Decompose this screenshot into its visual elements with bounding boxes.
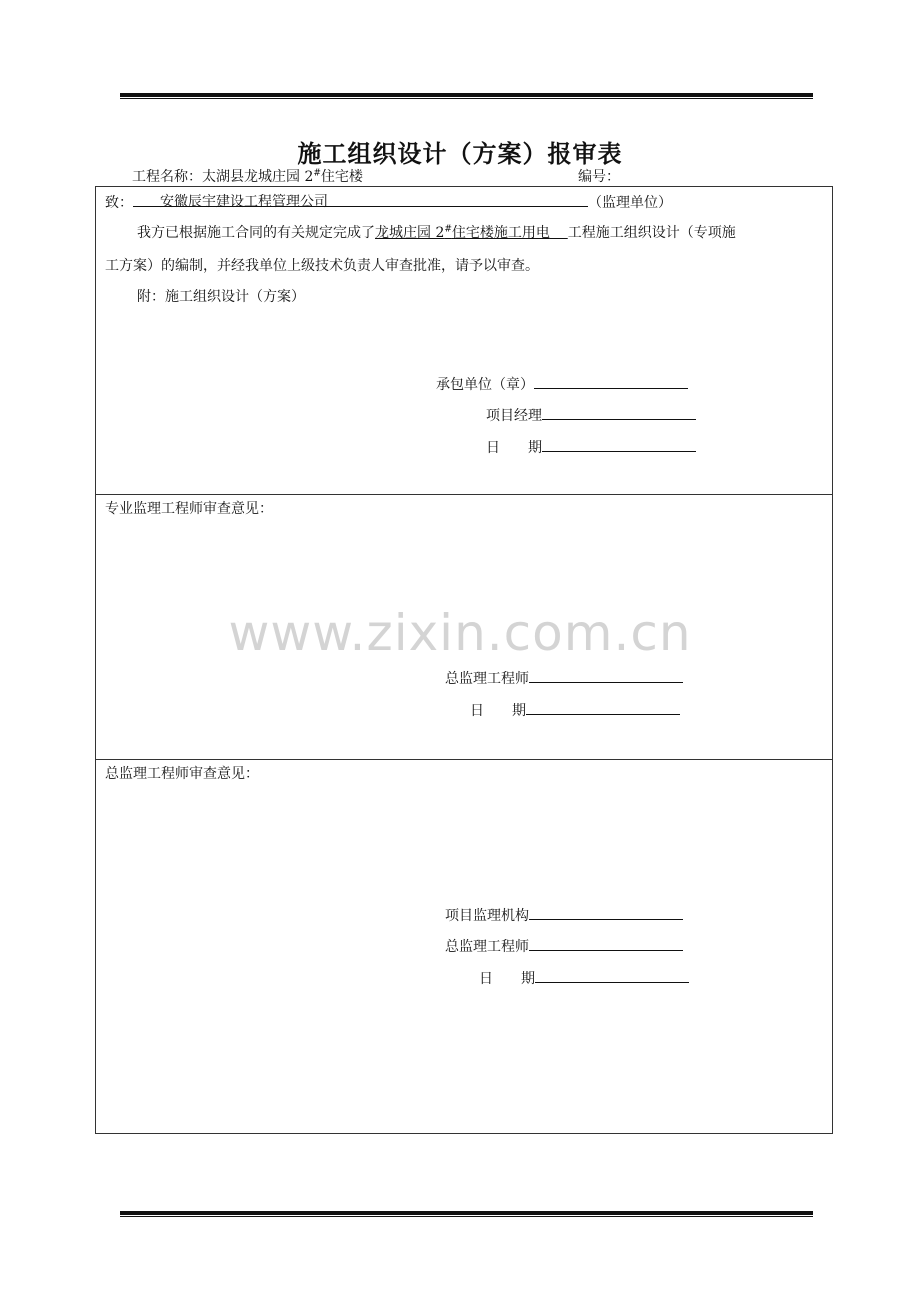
body-line-2: 工方案）的编制，并经我单位上级技术负责人审查批准，请予以审查。	[105, 258, 539, 274]
addressee-line	[105, 191, 672, 212]
chief-field-2[interactable]	[529, 935, 683, 951]
org-signature-row	[445, 904, 683, 925]
document-number-label: 编号：	[578, 169, 620, 185]
engineer-review-heading: 专业监理工程师审查意见：	[105, 501, 273, 517]
project-name-sup: #	[313, 168, 321, 179]
footer-rule	[120, 1211, 813, 1217]
date-field-3[interactable]	[535, 967, 689, 983]
chief-signature-row-2	[445, 935, 683, 956]
header-rule	[120, 93, 813, 99]
chief-label-1: 总监理工程师	[445, 671, 529, 687]
date-label-2: 日 期	[470, 703, 526, 719]
contractor-field[interactable]	[534, 373, 688, 389]
project-name-suffix: 住宅楼	[320, 169, 363, 185]
watermark: www.zixin.com.cn	[228, 604, 692, 662]
body-project	[375, 225, 568, 241]
pm-signature-row	[486, 404, 696, 425]
body-project-text: 龙城庄园 2	[375, 225, 445, 241]
body-project-sup: #	[444, 224, 452, 235]
date-label-1: 日 期	[486, 440, 542, 456]
project-name-text: 工程名称：太湖县龙城庄园 2	[132, 169, 314, 185]
date-row-3	[479, 967, 689, 988]
addressee-field[interactable]	[133, 191, 588, 210]
chief-field-1[interactable]	[529, 667, 683, 683]
date-label-3: 日 期	[479, 971, 535, 987]
date-row-2	[470, 699, 680, 720]
org-field[interactable]	[529, 904, 683, 920]
chief-signature-row-1	[445, 667, 683, 688]
body-project-suffix: 住宅楼施工用电	[451, 225, 550, 241]
pm-label: 项目经理	[486, 408, 542, 424]
addressee-role: （监理单位）	[588, 195, 672, 211]
date-field-2[interactable]	[526, 699, 680, 715]
chief-label-2: 总监理工程师	[445, 939, 529, 955]
addressee-label: 致：	[105, 195, 133, 211]
date-row-1	[486, 436, 696, 457]
chief-review-section	[96, 760, 832, 1133]
contractor-section	[96, 187, 832, 495]
body-prefix: 我方已根据施工合同的有关规定完成了	[137, 225, 375, 241]
addressee-value: 安徽辰宇建设工程管理公司	[160, 194, 328, 210]
date-field-1[interactable]	[542, 436, 696, 452]
org-label: 项目监理机构	[445, 908, 529, 924]
body-line-1	[137, 222, 736, 242]
page-title: 施工组织设计（方案）报审表	[297, 139, 623, 168]
pm-field[interactable]	[542, 404, 696, 420]
chief-review-heading: 总监理工程师审查意见：	[105, 766, 259, 782]
contractor-label: 承包单位（章）	[436, 377, 534, 393]
project-name	[132, 166, 363, 186]
attachment-line: 附：施工组织设计（方案）	[137, 289, 305, 305]
contractor-signature-row	[436, 373, 688, 394]
body-line1-end: 工程施工组织设计（专项施	[567, 225, 736, 241]
